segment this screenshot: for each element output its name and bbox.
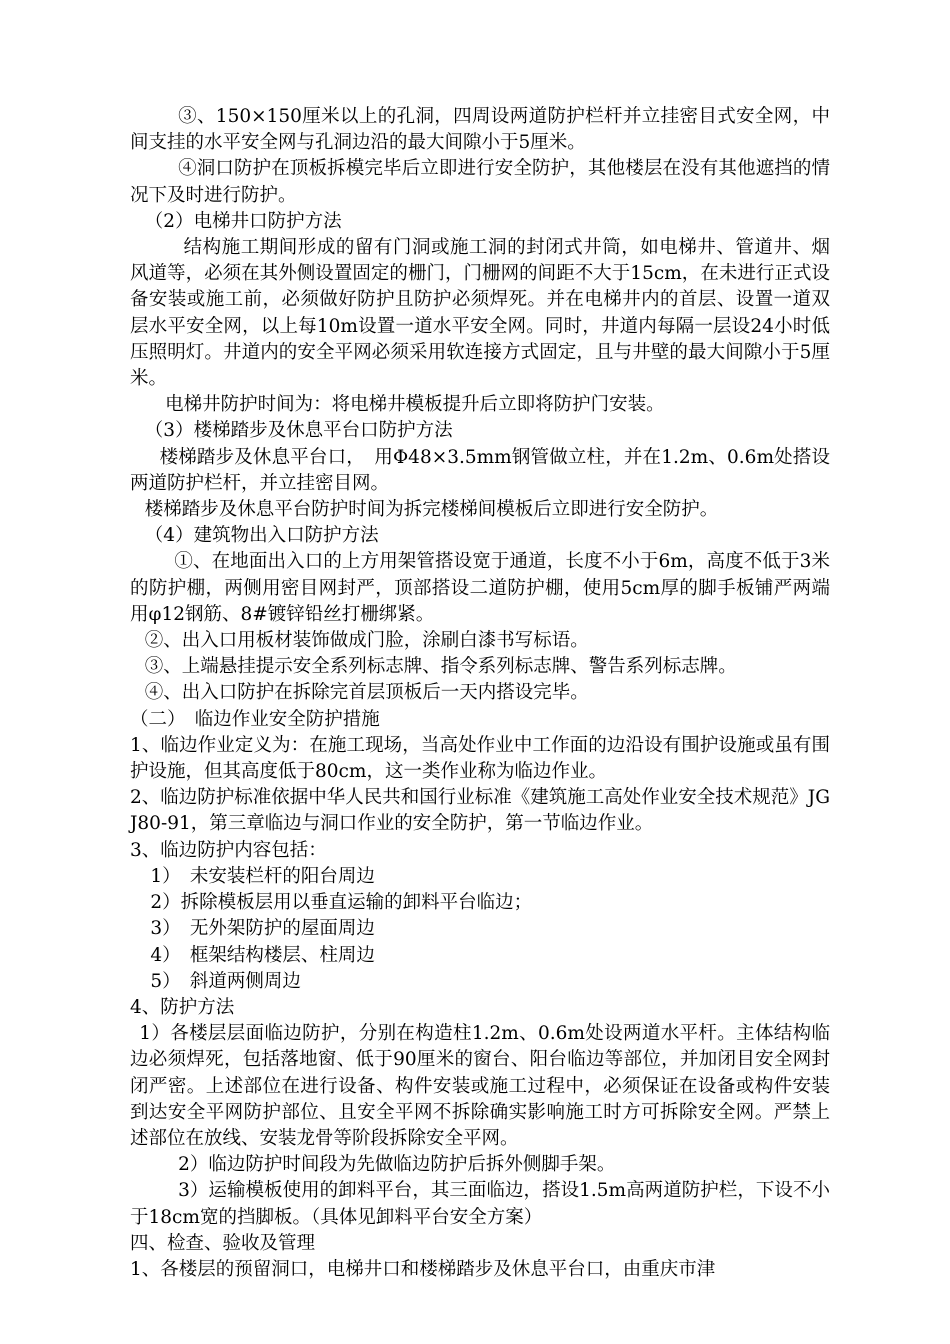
heading-edge-work: （二） 临边作业安全防护措施 (130, 708, 380, 730)
paragraph-inspection-1: 1、各楼层的预留洞口，电梯井口和楼梯踏步及休息平台口，由重庆市津 (130, 1258, 716, 1280)
paragraph-edge-contents: 3、临边防护内容包括： (130, 839, 327, 861)
paragraph-entrance-1: ①、在地面出入口的上方用架管搭设宽于通道，长度不小于6m，高度不低于3米的防护棚，两侧用密目网封严，顶部搭设二道防护棚，使用5cm厚的脚手板铺严两端用φ12钢筋、8#镀锌铅丝打栅绑紧。 (130, 551, 830, 625)
list-item-5: 5） 斜道两侧周边 (150, 970, 301, 992)
heading-inspection: 四、检查、验收及管理 (130, 1232, 316, 1254)
heading-elevator-shaft: （2）电梯井口防护方法 (144, 210, 342, 232)
list-item-4: 4） 框架结构楼层、柱周边 (150, 944, 375, 966)
paragraph-entrance-3: ③、上端悬挂提示安全系列标志牌、指令系列标志牌、警告系列标志牌。 (144, 656, 737, 678)
paragraph-stairs: 楼梯踏步及休息平台口， 用Φ48×3.5mm钢管做立柱，并在1.2m、0.6m处搭设两道防护栏杆，并立挂密目网。 (130, 446, 830, 494)
paragraph-entrance-2: ②、出入口用板材装饰做成门脸，涂刷白漆书写标语。 (144, 630, 589, 652)
paragraph-elevator-shaft: 结构施工期间形成的留有门洞或施工洞的封闭式井筒，如电梯井、管道井、烟风道等，必须在其外侧设置固定的栅门，门栅网的间距不大于15cm，在未进行正式设备安装或施工前，必须做好防护且防护必须焊死。并在电梯井内的首层、设置一道双层水平安全网，以上每10m设置一道水平安全网。同时，井道内每隔一层设24小时低压照明灯。井道内的安全平网必须采用软连接方式固定，且与井壁的最大间隙小于5厘米。 (130, 237, 830, 390)
paragraph-edge-standard: 2、临边防护标准依据中华人民共和国行业标准《建筑施工高处作业安全技术规范》JGJ80-91，第三章临边与洞口作业的安全防护，第一节临边作业。 (130, 787, 830, 835)
paragraph-method-1: 1）各楼层层面临边防护，分别在构造柱1.2m、0.6m处设两道水平杆。主体结构临边必须焊死，包括落地窗、低于90厘米的窗台、阳台临边等部位，并加闭目安全网封闭严密。上述部位在进行设备、构件安装或施工过程中，必须保证在设备或构件安装到达安全平网防护部位、且安全平网不拆除确实影响施工时方可拆除安全网。严禁上述部位在放线、安装龙骨等阶段拆除安全平网。 (130, 1023, 830, 1149)
heading-protection-method: 4、防护方法 (130, 996, 235, 1018)
paragraph-stairs-time: 楼梯踏步及休息平台防护时间为拆完楼梯间模板后立即进行安全防护。 (144, 499, 719, 521)
paragraph-edge-definition: 1、临边作业定义为：在施工现场，当高处作业中工作面的边沿设有围护设施或虽有围护设施，但其高度低于80cm，这一类作业称为临边作业。 (130, 734, 830, 783)
paragraph-entrance-4: ④、出入口防护在拆除完首层顶板后一天内搭设完毕。 (144, 682, 589, 704)
paragraph-hole-protection-4: ④洞口防护在顶板拆模完毕后立即进行安全防护，其他楼层在没有其他遮挡的情况下及时进行防护。 (130, 158, 830, 206)
list-item-3: 3） 无外架防护的屋面周边 (150, 918, 375, 940)
paragraph-elevator-shaft-time: 电梯井防护时间为：将电梯井模板提升后立即将防护门安装。 (165, 394, 665, 416)
paragraph-hole-protection-3: ③、150×150厘米以上的孔洞，四周设两道防护栏杆并立挂密目式安全网，中间支挂的水平安全网与孔洞边沿的最大间隙小于5厘米。 (130, 106, 830, 154)
list-item-2: 2）拆除模板层用以垂直运输的卸料平台临边； (150, 892, 533, 914)
heading-stairs: （3）楼梯踏步及休息平台口防护方法 (144, 420, 453, 442)
heading-entrance: （4）建筑物出入口防护方法 (144, 525, 379, 547)
paragraph-method-2: 2）临边防护时间段为先做临边防护后拆外侧脚手架。 (178, 1154, 616, 1176)
paragraph-method-3: 3）运输模板使用的卸料平台，其三面临边，搭设1.5m高两道防护栏，下设不小于18cm宽的挡脚板。（具体见卸料平台安全方案） (130, 1180, 830, 1228)
list-item-1: 1） 未安装栏杆的阳台周边 (150, 865, 375, 887)
